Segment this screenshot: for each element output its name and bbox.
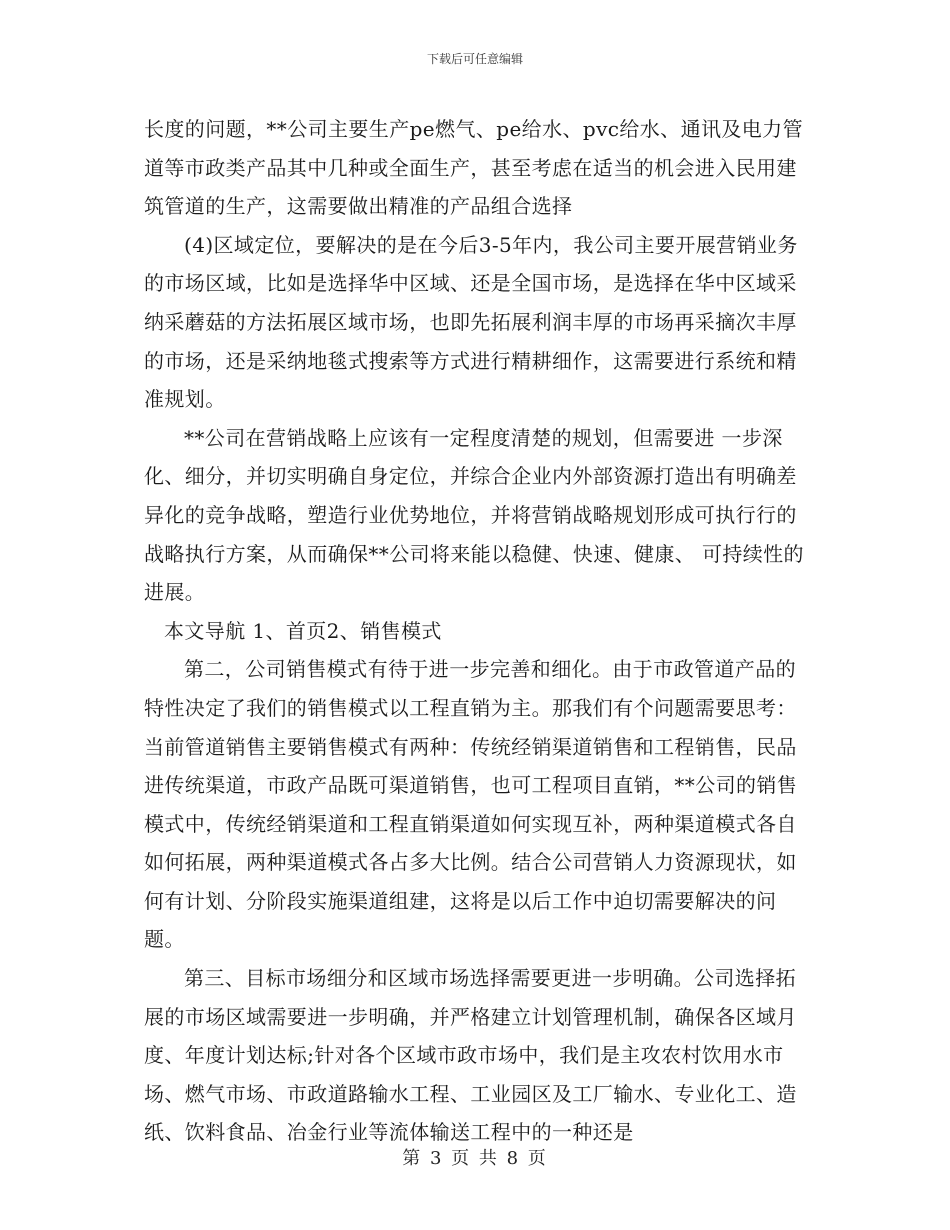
paragraph-strategy-summary: **公司在营销战略上应该有一定程度清楚的规划，但需要进 一步深化、细分，并切实明确自身定位，并综合企业内外部资源打造出有明确差异化的竞争战略，塑造行业优势地位，并将营销战略规划形成可执行行的战略执行方案，从而确保**公司将来能以稳健、快速、健康、 可持续性的进展。 <box>144 425 804 605</box>
paragraph-sales-model: 第二，公司销售模式有待于进一步完善和细化。由于市政管道产品的特性决定了我们的销售模式以工程直销为主。那我们有个问题需要思考：当前管道销售主要销售模式有两种：传统经销渠道销售和工程销售，民品进传统渠道，市政产品既可渠道销售，也可工程项目直销，**公司的销售模式中，传统经销渠道和工程直销渠道如何实现互补，两种渠道模式各自如何拓展，两种渠道模式各占多大比例。结合公司营销人力资源现状，如何有计划、分阶段实施渠道组建，这将是以后工作中迫切需要解决的问题。 <box>144 657 798 952</box>
paragraph-region-positioning: (4)区域定位，要解决的是在今后3-5年内，我公司主要开展营销业务的市场区域，比如是选择华中区域、还是全国市场，是选择在华中区域采纳采蘑菇的方法拓展区域市场，也即先拓展利润丰厚的市场再采摘次丰厚的市场，还是采纳地毯式搜索等方式进行精耕细作，这需要进行系统和精准规划。 <box>144 232 798 412</box>
page-number-footer: 第 3 页 共 8 页 <box>402 1148 548 1169</box>
paragraph-product-mix: 长度的问题，**公司主要生产pe燃气、pe给水、pvc给水、通讯及电力管道等市政类产品其中几种或全面生产，甚至考虑在适当的机会进入民用建筑管道的生产，这需要做出精准的产品组合选择 <box>144 117 803 219</box>
paragraph-target-market: 第三、目标市场细分和区域市场选择需要更进一步明确。公司选择拓展的市场区域需要进一步明确，并严格建立计划管理机制，确保各区域月度、年度计划达标;针对各个区域市政市场中，我们是主攻农村饮用水市场、燃气市场、市政道路输水工程、工业园区及工厂输水、专业化工、造纸、饮料食品、冶金行业等流体输送工程中的一种还是 <box>144 966 797 1145</box>
document-body <box>144 110 812 1152</box>
article-navigation: 本文导航 1、首页2、销售模式 <box>164 618 442 643</box>
page-header: 下载后可任意编辑 <box>426 52 523 66</box>
